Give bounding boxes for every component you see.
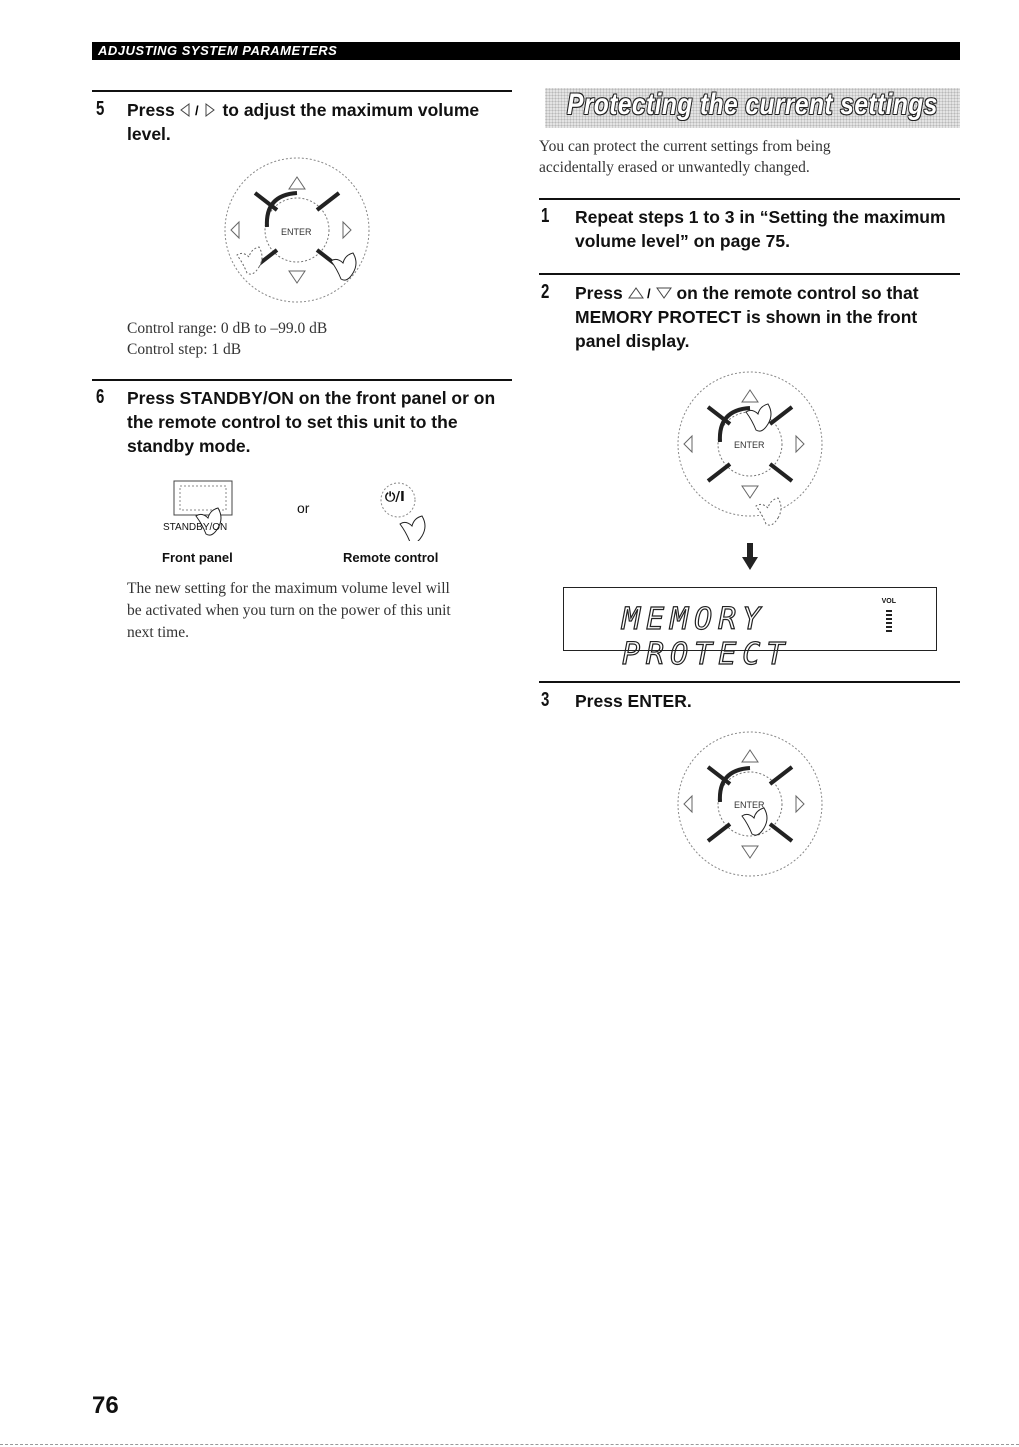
step-2-instruction-line3: panel display. (575, 331, 690, 351)
cursor-pad-illustration-step5 (215, 155, 385, 305)
control-range-text: Control range: 0 dB to –99.0 dB (127, 320, 328, 337)
or-label: or (297, 500, 310, 516)
svg-text:ENTER: ENTER (734, 800, 765, 810)
page-number: 76 (92, 1392, 119, 1419)
step-5-number: 5 (96, 98, 105, 120)
step-1-instruction-line2: volume level” on page 75. (575, 231, 790, 251)
standby-note-line2: be activated when you turn on the power of this unit (127, 602, 451, 619)
left-right-arrows-icon (180, 103, 218, 117)
control-step-text: Control step: 1 dB (127, 341, 242, 358)
step-3-number: 3 (541, 689, 550, 711)
svg-text:/: / (194, 103, 199, 117)
step-6-rule (92, 379, 512, 381)
step-1-instruction-line1: Repeat steps 1 to 3 in “Setting the maximum (575, 207, 946, 227)
step-5-rule (92, 90, 512, 92)
svg-text:ENTER: ENTER (281, 227, 312, 237)
section-header-bar (92, 42, 960, 60)
up-down-arrows-icon (628, 286, 672, 300)
standby-note-line1: The new setting for the maximum volume level will (127, 580, 450, 597)
bottom-rule (0, 1444, 1019, 1445)
step-3-instruction: Press ENTER. (575, 691, 692, 711)
vol-indicator-label: VOL (881, 598, 896, 605)
step-2-instruction-line1: Press / on the remote control so that (575, 283, 919, 303)
down-arrow-icon (742, 543, 758, 571)
standby-label: STANDBY/ON (163, 522, 228, 533)
step-1-rule (539, 198, 960, 200)
step-6-number: 6 (96, 386, 105, 408)
section-banner (545, 88, 960, 128)
intro-line2: accidentally erased or unwantedly changed. (539, 159, 810, 176)
section-title: ADJUSTING SYSTEM PARAMETERS (98, 43, 338, 58)
step-2-rule (539, 273, 960, 275)
step-6-instruction-line1: Press STANDBY/ON on the front panel or on (127, 388, 496, 408)
step-5-instruction-line2: level. (127, 124, 171, 144)
step-6-instruction-line3: standby mode. (127, 436, 251, 456)
power-symbol-label: ⏻/I (385, 490, 405, 505)
remote-control-caption: Remote control (343, 550, 439, 565)
svg-text:/: / (646, 286, 651, 300)
step-1-number: 1 (541, 205, 550, 227)
front-panel-display (563, 587, 937, 672)
step-6-instruction-line2: the remote control to set this unit to the (127, 412, 458, 432)
step-2-instruction-line2: MEMORY PROTECT is shown in the front (575, 307, 918, 327)
step-2-number: 2 (541, 281, 550, 303)
display-text: MEMORY PROTECT (622, 602, 791, 672)
cursor-pad-illustration-step3 (668, 728, 838, 888)
cursor-pad-illustration-step2 (668, 368, 838, 528)
remote-power-button-illustration (370, 476, 440, 541)
step-5-instruction: Press / to adjust the maximum volume (127, 100, 480, 120)
standby-note-line3: next time. (127, 624, 189, 641)
vol-indicator-icon (886, 610, 892, 632)
banner-title: Protecting the current settings (567, 88, 938, 121)
step-3-rule (539, 681, 960, 683)
front-panel-caption: Front panel (162, 550, 233, 565)
svg-text:ENTER: ENTER (734, 440, 765, 450)
intro-line1: You can protect the current settings from being (539, 138, 831, 155)
